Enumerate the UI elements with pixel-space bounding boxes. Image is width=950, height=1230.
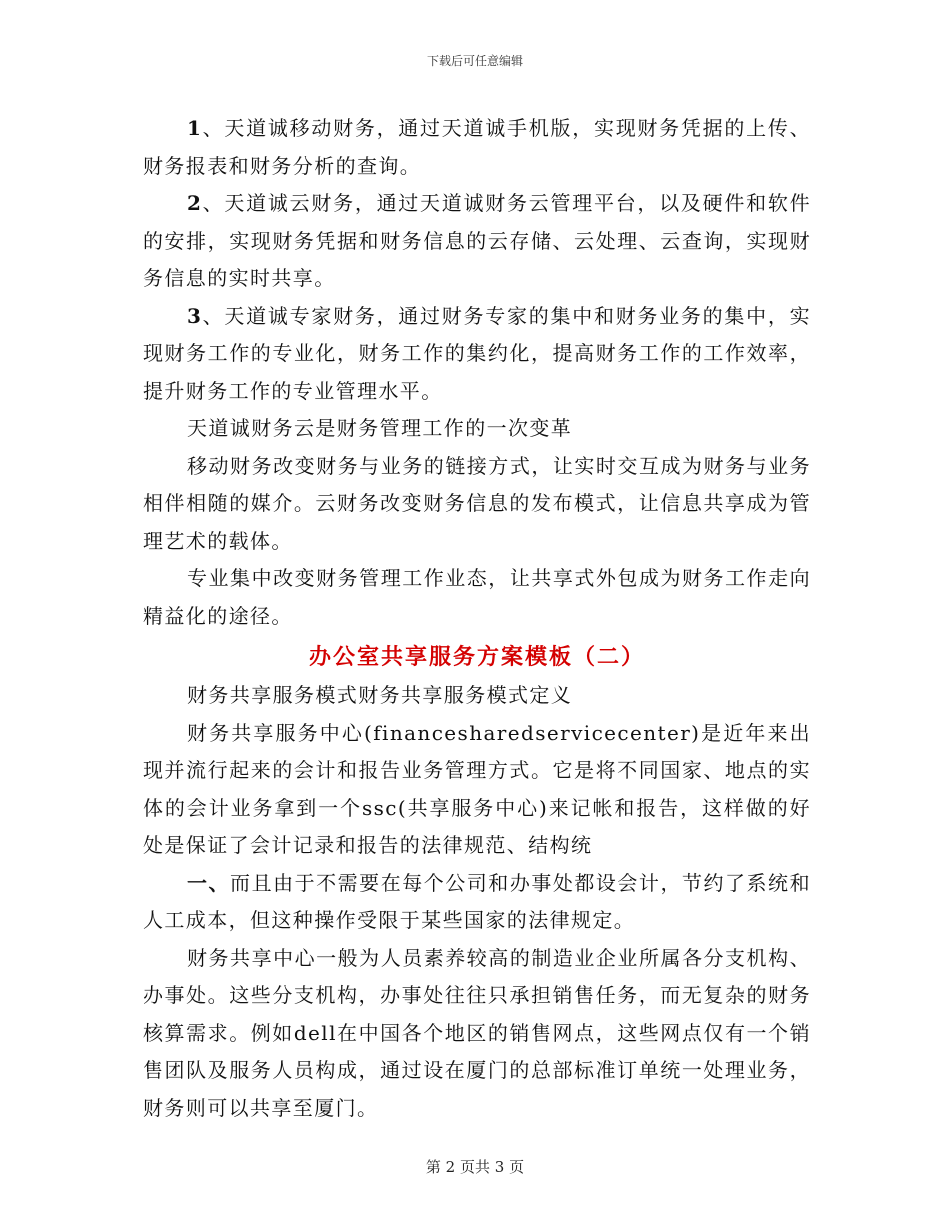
paragraph-mobile: 移动财务改变财务与业务的链接方式，让实时交互成为财务与业务相伴相随的媒介。云财务改变财务信息的发布模式，让信息共享成为管理艺术的载体。	[143, 453, 811, 553]
list-item-3	[143, 298, 811, 411]
paragraph-example: 财务共享中心一般为人员素养较高的制造业企业所属各分支机构、办事处。这些分支机构，办事处往往只承担销售任务，而无复杂的财务核算需求。例如dell在中国各个地区的销售网点，这些网点仅有一个销售团队及服务人员构成，通过设在厦门的总部标准订单统一处理业务，财务则可以共享至厦门。	[143, 945, 811, 1120]
header-note: 下载后可任意编辑	[426, 54, 523, 68]
section-title: 办公室共享服务方案模板（二）	[308, 644, 645, 670]
paragraph-center: 财务共享服务中心(financesharedservicecenter)是近年来出现并流行起来的会计和报告业务管理方式。它是将不同国家、地点的实体的会计业务拿到一个ssc(共享服务中心)来记帐和报告，这样做的好处是保证了会计记录和报告的法律规范、结构统	[143, 720, 811, 857]
document-body	[143, 110, 811, 1127]
item-text: 、天道诚专家财务，通过财务专家的集中和财务业务的集中，实现财务工作的专业化，财务工作的集约化，提高财务工作的工作效率，提升财务工作的专业管理水平。	[143, 303, 811, 403]
paragraph-one	[143, 865, 811, 940]
item-number: 1	[187, 116, 203, 140]
paragraph-lead: 一、	[187, 870, 231, 895]
item-text: 、天道诚移动财务，通过天道诚手机版，实现财务凭据的上传、财务报表和财务分析的查询。	[143, 116, 811, 178]
paragraph-expert: 专业集中改变财务管理工作业态，让共享式外包成为财务工作走向精益化的途径。	[143, 566, 811, 628]
item-number: 2	[187, 191, 203, 215]
paragraph-change: 天道诚财务云是财务管理工作的一次变革	[187, 416, 573, 440]
paragraph-definition: 财务共享服务模式财务共享服务模式定义	[187, 683, 573, 707]
list-item-1	[143, 110, 811, 185]
item-number: 3	[187, 303, 203, 328]
item-text: 、天道诚云财务，通过天道诚财务云管理平台，以及硬件和软件的安排，实现财务凭据和财务信息的云存储、云处理、云查询，实现财务信息的实时共享。	[143, 191, 811, 290]
paragraph-rest: 而且由于不需要在每个公司和办事处都设会计，节约了系统和人工成本，但这种操作受限于某些国家的法律规定。	[143, 870, 811, 932]
page-number: 第 2 页共 3 页	[425, 1158, 525, 1176]
list-item-2	[143, 185, 811, 298]
